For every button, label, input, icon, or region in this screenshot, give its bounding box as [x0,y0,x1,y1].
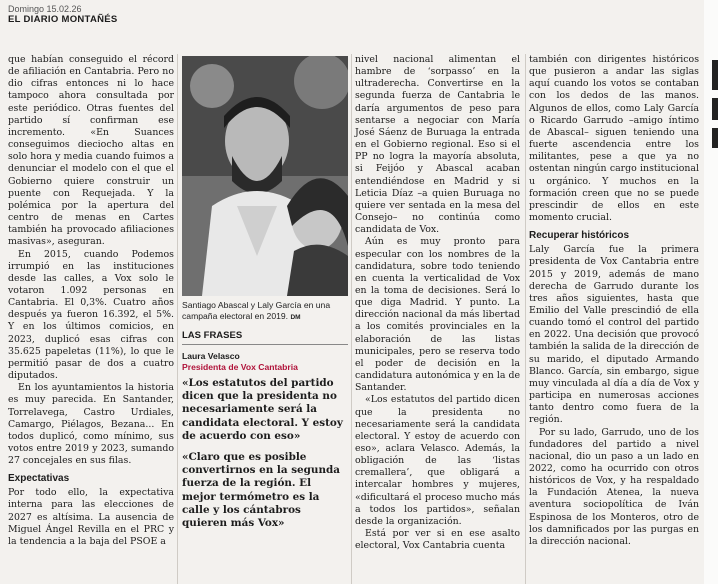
paragraph: En los ayuntamientos la historia es muy parecida. En Santander, Torrelavega, Castro Urdiales, Camargo, Piélagos, Bezana... En todos duplicó, como mínimo, sus votos entre 2019 y 2023, sumando 27 concejales en sus filas. [8,382,174,467]
adjacent-page-text [712,128,718,148]
photo-credit: DM [290,314,301,321]
paragraph: Por su lado, Garrudo, uno de los fundadores del partido a nivel nacional, dio un paso a un lado en 2022, como ha ocurrido con otros históricos de Vox, y ha respaldado la Fundación Atenea, la nueva aventura sociopolítica de Iván Espinosa de los Monteros, otro de los damnificados por las purgas en la dirección nacional. [529,426,699,547]
paragraph: Por todo ello, la expectativa interna para las elecciones de 2027 es altísima. La ausencia de Miguel Ángel Revilla en el PRC y la tendencia a la baja del PSOE a [8,487,174,547]
paragraph: también con dirigentes históricos que pusieron a andar las siglas aquí cuando los votos se contaban con los dedos de las manos. Algunos de ellos, como Laly García o Ricardo Garrudo –amigo íntimo de Abascal– siguen teniendo una fuerte ascendencia entre los militantes, pese a que ya no ostentan ningún cargo institucional u orgánico. Y muchos en la formación creen que no se puede prescindir de ellos en este momento crucial. [529,54,699,224]
quotes-title: LAS FRASES [182,330,348,345]
column-divider [351,54,352,584]
pull-quote: «Los estatutos del partido dicen que la presidenta no necesariamente será la candidata electoral. Y estoy de acuerdo con eso» [182,377,343,442]
pull-quote: «Claro que es posible convertirnos en la segunda fuerza de la región. El mejor termómetro es la calle y los cántabros quieren más Vox» [182,451,341,530]
adjacent-page-text [712,98,718,120]
column-divider [177,54,178,584]
article-column-1 [8,54,174,548]
newspaper-name: EL DIARIO MONTAÑÉS [8,14,118,25]
paragraph: «Los estatutos del partido dicen que la presidenta no necesariamente será la candidata electoral. Y estoy de acuerdo con eso», aclara Velasco. Además, la obligación de las ‘listas cremallera’, que obligará a intercalar hombres y mujeres, «dificultará el proceso mucho más a todos los partidos», señalan desde la organización. [355,394,520,527]
paragraph: nivel nacional alimentan el hambre de ‘sorpasso’ en la ultraderecha. Convertirse en la segunda fuerza de Cantabria le daría argumentos de peso para sentarse a negociar con María José Sáenz de Buruaga la entrada en el Gobierno regional. Eso si el PP no logra la mayoría absoluta, si Feijóo y Abascal acaban entendiéndose en Madrid y si Leticia Díaz –a quien Buruaga no quiere ver sentada en la mesa del Consejo– no continúa como candidata de Vox. [355,54,520,236]
article-column-4 [529,54,699,548]
paragraph: que habían conseguido el récord de afiliación en Cantabria. Pero no dio cifras entonces ni lo hace tampoco ahora consultada por este periódico. Otras fuentes del partido sí confirman ese incremento. «En Suances conseguimos dieciocho altas en solo hora y media cuando fuimos a denunciar el modelo con el que el Gobierno quiere construir un puente con Requejada. Y la polémica por la apertura del centro de menas en Cartes también ha provocado afiliaciones masivas», aseguran. [8,54,174,248]
article-column-3 [355,54,520,552]
quotes-box [182,330,348,538]
photo-caption [182,300,348,323]
masthead [8,4,228,25]
subheading-recuperar-historicos: Recuperar históricos [529,230,630,242]
paragraph: Está por ver si en ese asalto electoral, Vox Cantabria cuenta [355,528,520,552]
paragraph: Aún es muy pronto para especular con los nombres de la candidatura, sobre todo teniendo en cuenta la verticalidad de Vox en la toma de decisiones. Será lo que diga Madrid. Y punto. La dirección nacional da más libertad a los comités provinciales en la elaboración de las listas municipales, pero se reserva todo el poder de decisión en la candidatura autonómica y en la de Santander. [355,236,520,394]
paragraph: Laly García fue la primera presidenta de Vox Cantabria entre 2015 y 2019, además de mano derecha de Garrudo durante los tres años siguientes, hasta que Emilio del Valle prescindió de ella cuando tomó el control del partido en 2022. Una decisión que provocó también la salida de la dirección de su marido, el diputado Armando Blanco. García, sin embargo, sigue muy vinculada al día a día de Vox y participa en numerosas acciones tanto dentro como fuera de la región. [529,244,699,426]
subheading-expectativas: Expectativas [8,473,70,485]
caption-text: Santiago Abascal y Laly García en una campaña electoral en 2019. [182,300,331,321]
adjacent-page-text [712,60,718,90]
paragraph: En 2015, cuando Podemos irrumpió en las instituciones desde las calles, a Vox solo le votaron 1.092 personas en Cantabria. El 0,3%. Cuatro años después ya fueron 16.392, el 5%. Y en los últimos comicios, en 2023, duplicó esas cifras con 35.625 papeletas (11%), lo que le permitió pasar de dos a cuatro diputados. [8,248,174,382]
edition-date: Domingo 15.02.26 [8,4,82,14]
quote-speaker: Laura Velasco [182,351,240,361]
photo-abascal-garcia [182,56,348,296]
news-photo [182,56,348,296]
column-divider [525,54,526,584]
quote-speaker-role: Presidenta de Vox Cantabria [182,362,298,372]
